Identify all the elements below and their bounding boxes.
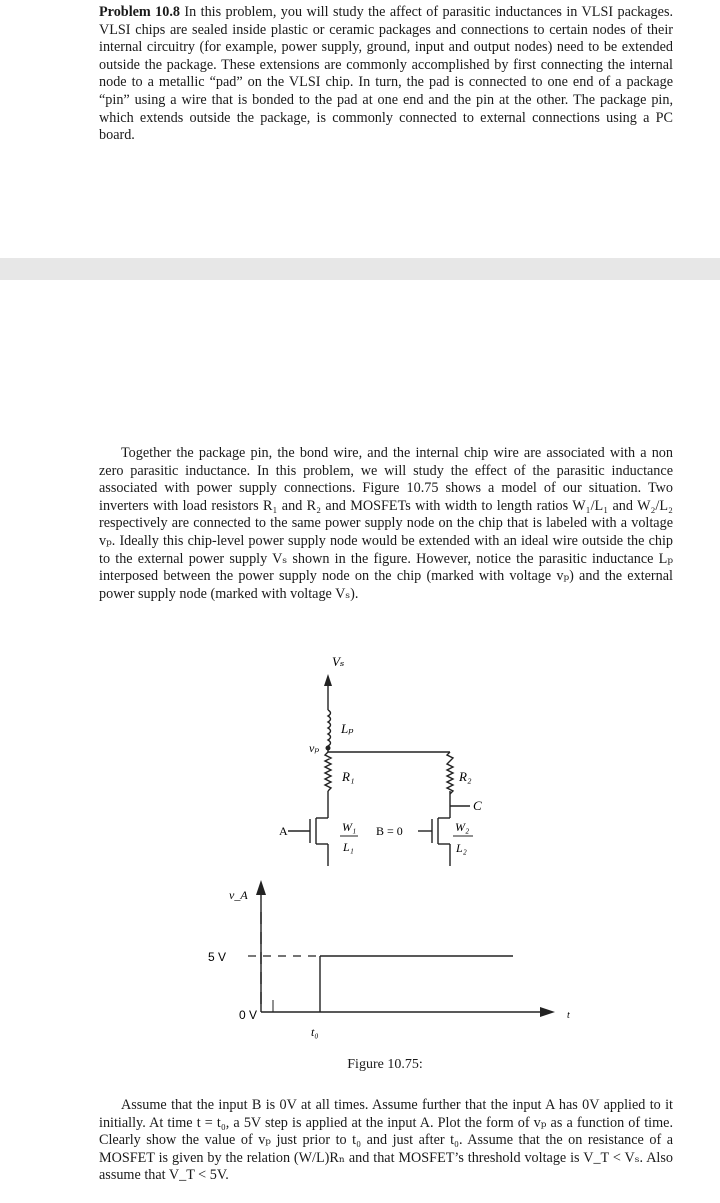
resistor-r2 — [447, 752, 453, 794]
va-axis-label: v_A — [229, 888, 248, 902]
l2-label: L₂ — [456, 841, 467, 855]
inductor-lp — [328, 710, 331, 746]
lp-label: Lₚ — [341, 721, 354, 736]
l1-label: L₁ — [343, 840, 354, 854]
five-volt-label: 5 V — [208, 950, 227, 964]
problem-number: Problem 10.8 — [99, 4, 180, 20]
t-axis-label: t — [567, 1010, 570, 1021]
vs-arrow-icon — [324, 674, 332, 686]
paragraph-inductance: Together the package pin, the bond wire, and the internal chip wire are associated with a non zero parasitic inductance. In this problem, we will study the effect of the parasitic inductance associated with power supply connections. Figure 10.75 shows a model of our situation. Two inverters with load resistors R₁ and R₂ and MOSFETs with width to length ratios W₁/L₁ and W₂/L₂ respectively are connected to the same power supply node on the chip that is labeled with a voltage vₚ. Ideally this chip-level power supply node would be extended with an ideal wire outside the chip to the external power supply Vₛ shown in the figure. However, notice the parasitic inductance Lₚ interposed between the power supply node on the chip (marked with voltage vₚ) and the external power supply node (marked with voltage Vₛ). — [99, 445, 673, 602]
t0-label: t₀ — [311, 1025, 319, 1039]
w2-label: W₂ — [455, 820, 470, 834]
vs-label: Vₛ — [332, 654, 345, 669]
paragraph-assumptions: Assume that the input B is 0V at all times. Assume further that the input A has 0V applied to it initially. At time t = t₀, a 5V step is applied at the input A. Plot the form of vₚ as a function of time. Clearly show the value of vₚ just prior to t₀ and just after t₀. Assume that the on resistance of a MOSFET is given by the relation (W/L)Rₙ and that MOSFET’s threshold voltage is V_T < Vₛ. Also assume that V_T < 5V. — [99, 1097, 673, 1184]
paragraph-intro-text: In this problem, you will study the affect of parasitic inductances in VLSI packages. VLSI chips are sealed inside plastic or ceramic packages and connections to certain nodes of their internal circuitry (for example, power supply, ground, input and output nodes) need to be extended outside the package. These extensions are commonly accomplished by first connecting the internal node to a metallic “pad” on the VLSI chip. In turn, the pad is connected to one end of a package “pin” using a wire that is bonded to the pad at one end and the pin at the other. The package pin, which extends outside the package, is commonly connected to external connections using a PC board. — [99, 4, 674, 144]
resistor-r1 — [325, 752, 331, 791]
r1-label: R₁ — [342, 769, 355, 784]
vp-node-dot — [326, 746, 331, 751]
input-b-label: B = 0 — [376, 824, 403, 838]
input-a-label: A — [279, 824, 288, 838]
zero-volt-label: 0 V — [239, 1008, 258, 1022]
y-axis-arrow-icon — [256, 880, 266, 895]
figure-caption: Figure 10.75: — [347, 1057, 423, 1072]
waveform-va — [261, 895, 542, 1012]
x-axis-arrow-icon — [540, 1007, 555, 1017]
r2-label: R₂ — [459, 769, 472, 784]
w1-label: W₁ — [342, 820, 357, 834]
c-label: C — [473, 798, 482, 813]
vp-label: vₚ — [309, 741, 320, 755]
